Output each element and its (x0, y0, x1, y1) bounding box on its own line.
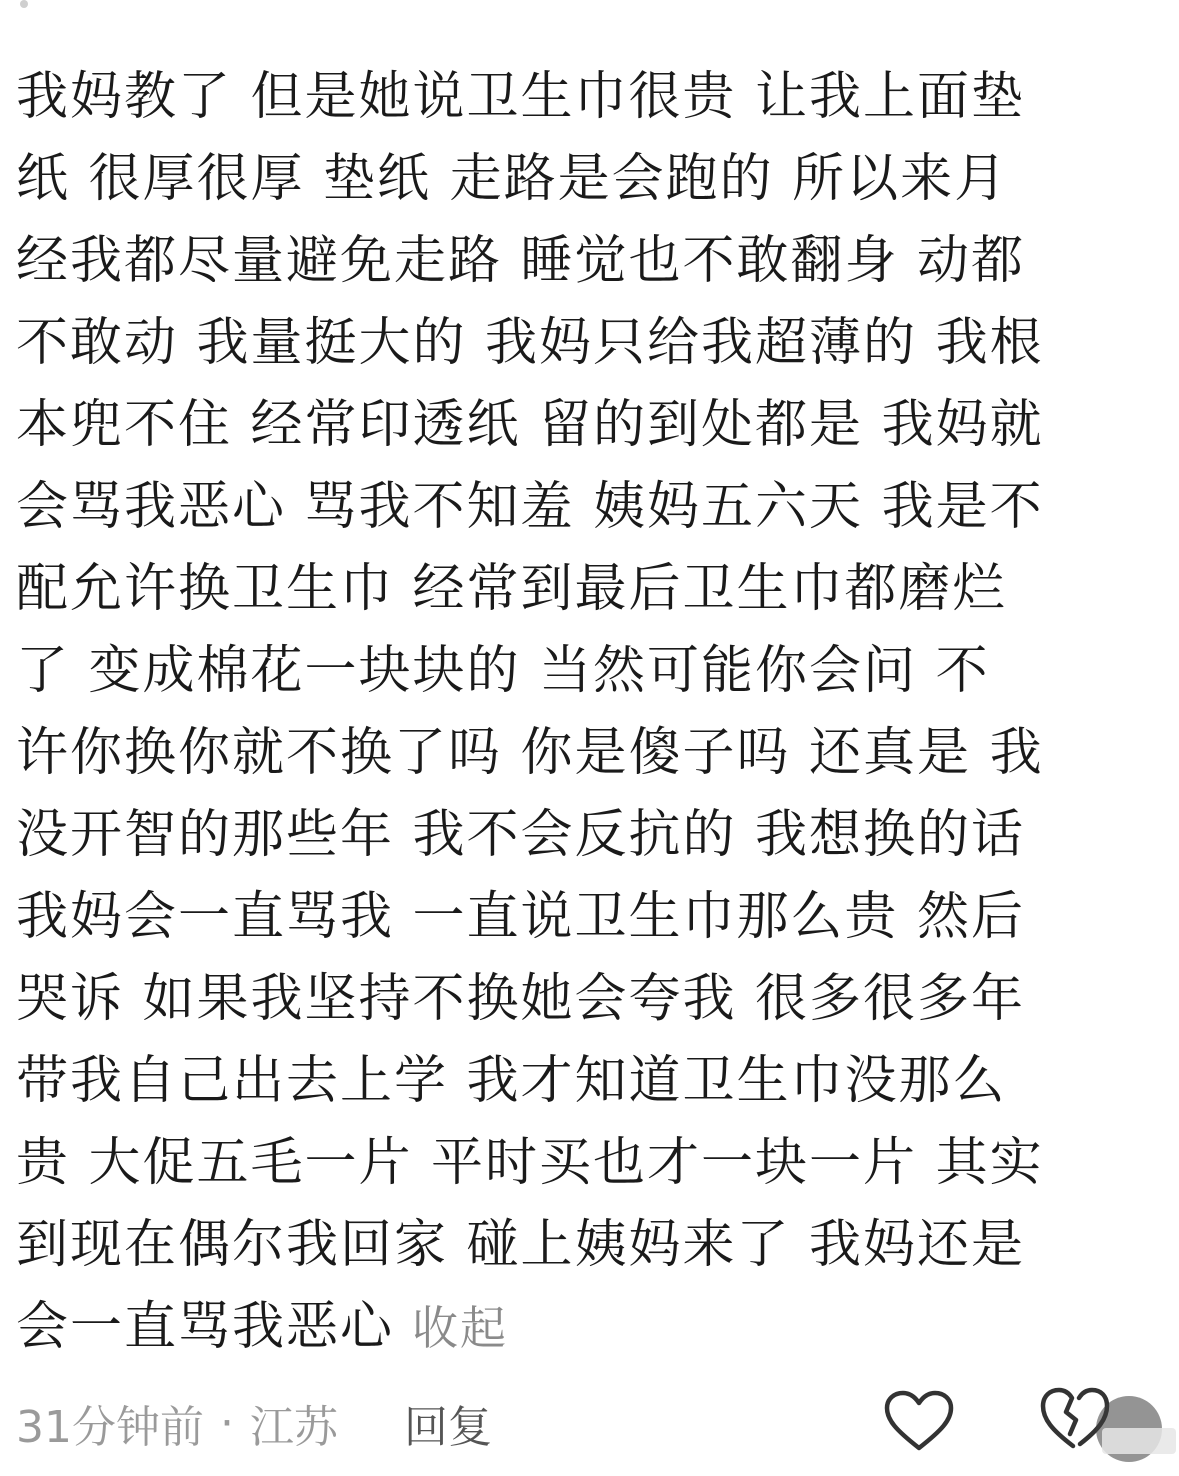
comment-line: 哭诉 如果我坚持不换她会夸我 很多很多年 (16, 969, 1026, 1029)
heart-icon[interactable] (884, 1390, 954, 1452)
comment-time: 31分钟前 (16, 1402, 204, 1453)
comment-line: 带我自己出去上学 我才知道卫生巾没那么 (16, 1051, 1007, 1111)
comment-line: 纸 很厚很厚 垫纸 走路是会跑的 所以来月 (16, 149, 1009, 209)
comment-line: 我妈教了 但是她说卫生巾很贵 让我上面垫 (16, 67, 1026, 127)
meta-separator: · (220, 1397, 234, 1449)
comment-line: 不敢动 我量挺大的 我妈只给我超薄的 我根 (16, 313, 1044, 373)
comment-last-line: 会一直骂我恶心 (16, 1297, 395, 1357)
comment-line: 贵 大促五毛一片 平时买也才一块一片 其实 (16, 1133, 1044, 1193)
collapse-button[interactable]: 收起 (412, 1301, 509, 1355)
comment-line: 配允许换卫生巾 经常到最后卫生巾都磨烂 (16, 559, 1007, 619)
top-indicator-dot (20, 0, 28, 8)
comment-line: 许你换你就不换了吗 你是傻子吗 还真是 我 (16, 723, 1044, 783)
comment-line: 没开智的那些年 我不会反抗的 我想换的话 (16, 805, 1026, 865)
comment-meta (16, 1388, 492, 1458)
comment-line: 会骂我恶心 骂我不知羞 姨妈五六天 我是不 (16, 477, 1044, 537)
comment-last-line-row (16, 1286, 1136, 1368)
comment-line: 本兜不住 经常印透纸 留的到处都是 我妈就 (16, 395, 1044, 455)
comment-line: 了 变成棉花一块块的 当然可能你会问 不 (16, 641, 990, 701)
comment-location: 江苏 (250, 1402, 338, 1453)
watermark-badge (1102, 1428, 1176, 1454)
comment-line: 到现在偶尔我回家 碰上姨妈来了 我妈还是 (16, 1215, 1026, 1275)
reply-button[interactable]: 回复 (404, 1402, 492, 1453)
comment-body (16, 56, 1136, 1368)
comment-line: 经我都尽量避免走路 睡觉也不敢翻身 动都 (16, 231, 1026, 291)
comment-line: 我妈会一直骂我 一直说卫生巾那么贵 然后 (16, 887, 1026, 947)
